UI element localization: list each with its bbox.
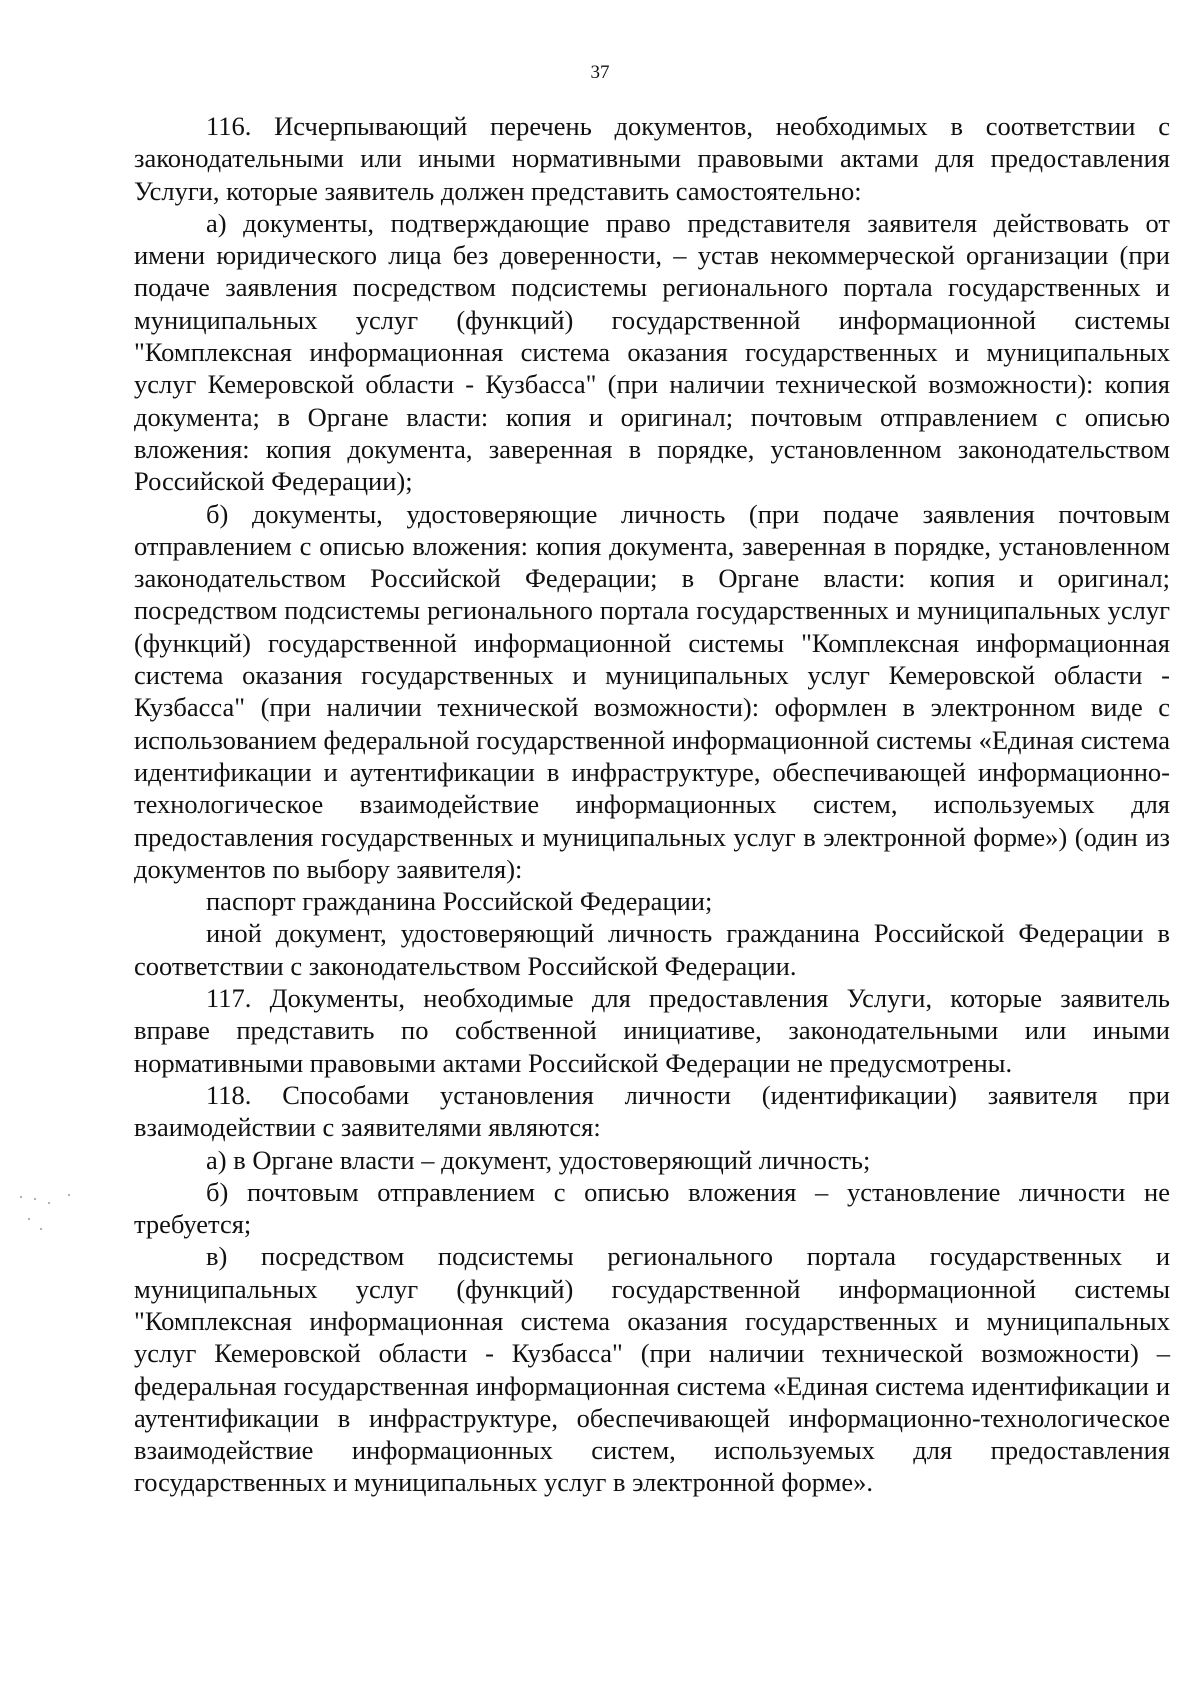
paragraph-116: 116. Исчерпывающий перечень документов, необходимых в соответствии с законодательными или иными нормативными правовыми актами для предоставления Услуги, которые заявитель должен представить самостоятельно: <box>134 111 1170 206</box>
paragraph-118-c: в) посредством подсистемы регионального портала государственных и муниципальных услуг (функций) государственной информационной системы "Комплексная информационная система оказания государственных и муниципальных услуг Кемеровской области - Кузбасса" (при наличии технической возможности) – федеральная государственная информационная система «Единая система идентификации и аутентификации в инфраструктуре, обеспечивающей информационно-технологическое взаимодействие информационных систем, используемых для предоставления государственных и муниципальных услуг в электронной форме». <box>134 1241 1170 1498</box>
document-body <box>134 110 1170 1499</box>
paragraph-117: 117. Документы, необходимые для предоставления Услуги, которые заявитель вправе представить по собственной инициативе, законодательными или иными нормативными правовыми актами Российской Федерации не предусмотрены. <box>134 983 1170 1078</box>
paragraph-118-b: б) почтовым отправлением с описью вложения – установление личности не требуется; <box>134 1176 1170 1240</box>
paragraph-116-a: а) документы, подтверждающие право представителя заявителя действовать от имени юридического лица без доверенности, – устав некоммерческой организации (при подаче заявления посредством подсистемы регионального портала государственных и муниципальных услуг (функций) государственной информационной системы "Комплексная информационная система оказания государственных и муниципальных услуг Кемеровской области - Кузбасса" (при наличии технической возможности): копия документа; в Органе власти: копия и оригинал; почтовым отправлением с описью вложения: копия документа, заверенная в порядке, установленном законодательством Российской Федерации); <box>134 207 1170 497</box>
list-item-other-id: иной документ, удостоверяющий личность гражданина Российской Федерации в соответствии с законодательством Российской Федерации. <box>134 918 1170 981</box>
page-number: 37 <box>590 62 610 83</box>
scan-speck <box>20 1196 22 1198</box>
list-item-passport: паспорт гражданина Российской Федерации; <box>206 886 713 917</box>
scan-speck <box>28 1218 30 1220</box>
scan-speck <box>48 1202 50 1204</box>
scan-speck <box>68 1194 70 1196</box>
paragraph-116-b: б) документы, удостоверяющие личность (при подаче заявления почтовым отправлением с описью вложения: копия документа, заверенная в порядке, установленном законодательством Российской Федерации; в Органе власти: копия и оригинал; посредством подсистемы регионального портала государственных и муниципальных услуг (функций) государственной информационной системы "Комплексная информационная система оказания государственных и муниципальных услуг Кемеровской области - Кузбасса" (при наличии технической возможности): оформлен в электронном виде с использованием федеральной государственной информационной системы «Единая система идентификации и аутентификации в инфраструктуре, обеспечивающей информационно-технологическое взаимодействие информационных систем, используемых для предоставления государственных и муниципальных услуг в электронной форме») (один из документов по выбору заявителя): <box>134 498 1170 884</box>
paragraph-118-a: а) в Органе власти – документ, удостоверяющий личность; <box>206 1144 871 1175</box>
scan-speck <box>34 1198 36 1200</box>
paragraph-118: 118. Способами установления личности (идентификации) заявителя при взаимодействии с заявителями являются: <box>134 1079 1170 1143</box>
scan-speck <box>40 1228 42 1230</box>
